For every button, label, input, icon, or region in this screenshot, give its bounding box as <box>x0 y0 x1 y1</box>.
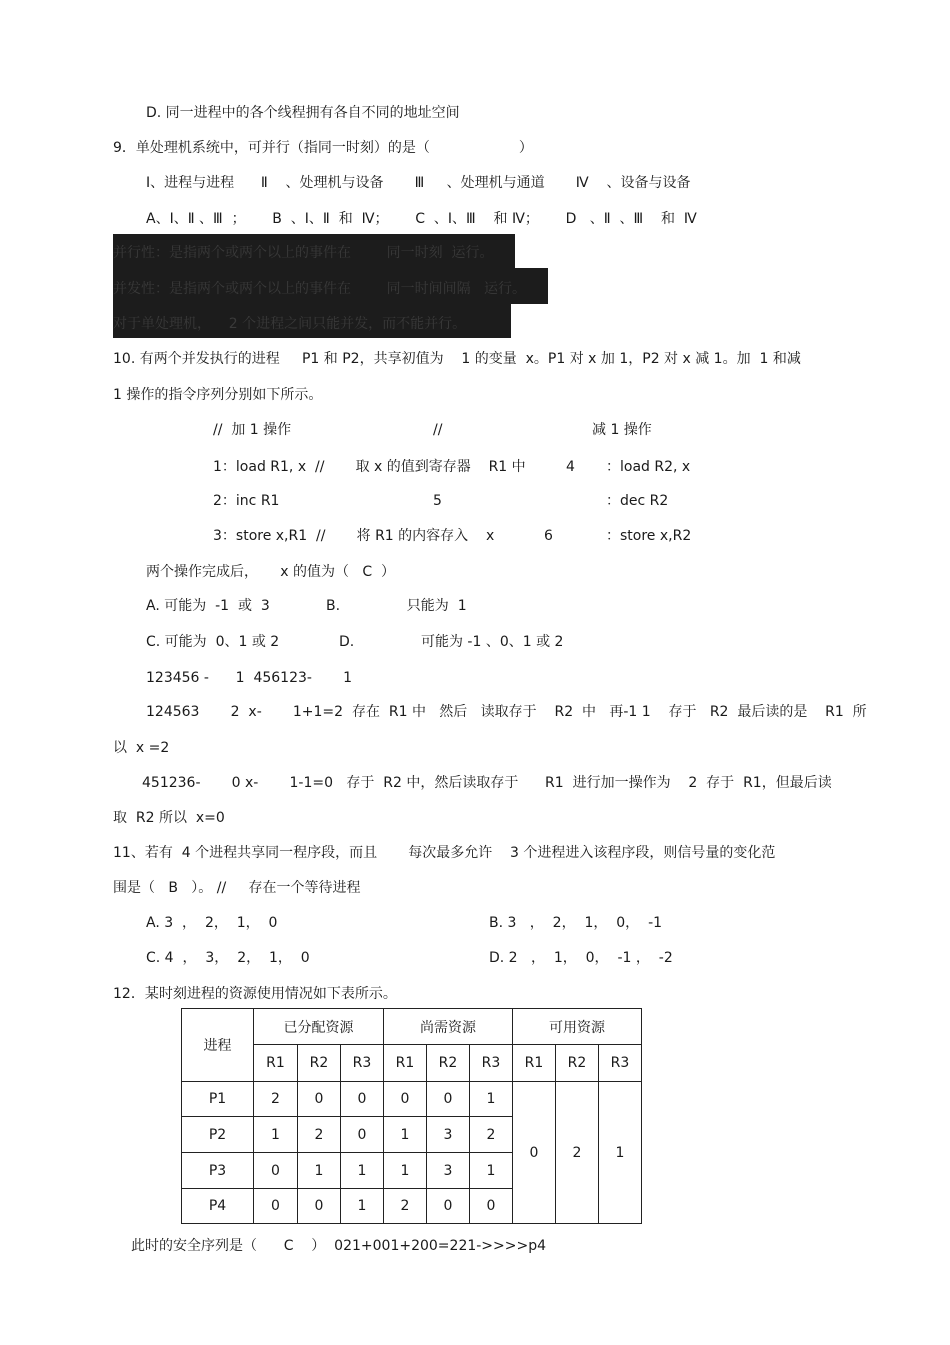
need-cell: 1 <box>384 1153 427 1189</box>
need-cell: 3 <box>427 1117 470 1153</box>
code-line-4: ：load R2, x <box>606 459 691 475</box>
allocated-cell: 2 <box>254 1082 298 1117</box>
allocated-cell: 0 <box>254 1153 298 1189</box>
need-cell: 2 <box>384 1189 427 1224</box>
q11-option-c: C. 4 ， 3， 2， 1， 0 <box>146 950 310 966</box>
q9-note-concurrent: 并发性：是指两个或两个以上的事件在 同一时间间隔 运行。 <box>113 281 526 297</box>
q12-stem: 12．某时刻进程的资源使用情况如下表所示。 <box>113 986 397 1002</box>
allocated-cell: 0 <box>298 1082 341 1117</box>
allocated-cell: 1 <box>341 1153 384 1189</box>
q10-option-a: A. 可能为 -1 或 3 <box>146 598 270 614</box>
header-process: 进程 <box>182 1009 254 1082</box>
allocated-cell: 0 <box>341 1117 384 1153</box>
header-allocated: 已分配资源 <box>254 1009 384 1045</box>
code-line-5-num: 5 <box>433 493 442 509</box>
allocated-cell: 0 <box>254 1189 298 1224</box>
subheader-r3: R3 <box>599 1045 642 1082</box>
available-cell: 2 <box>556 1082 599 1224</box>
q11-stem-line1: 11、若有 4 个进程共享同一程序段，而且 每次最多允许 3 个进程进入该程序段，则信号量的变化范 <box>113 845 776 861</box>
subheader-r2: R2 <box>298 1045 341 1082</box>
code-header-right: 减 1 操作 <box>592 422 652 438</box>
q11-option-a: A. 3 ， 2， 1， 0 <box>146 915 278 931</box>
process-cell: P4 <box>182 1189 254 1224</box>
q8-option-d: D. 同一进程中的各个线程拥有各自不同的地址空间 <box>146 105 460 121</box>
q12-answer: 此时的安全序列是（ C ） 021+001+200=221->>>>p4 <box>131 1238 547 1254</box>
need-cell: 1 <box>384 1117 427 1153</box>
subheader-r3: R3 <box>470 1045 513 1082</box>
code-header-left: // 加 1 操作 <box>213 422 292 438</box>
code-line-2: 2：inc R1 <box>213 493 280 509</box>
allocated-cell: 0 <box>341 1082 384 1117</box>
code-line-4-num: 4 <box>566 459 575 475</box>
available-cell: 0 <box>513 1082 556 1224</box>
q10-explanation-3: 451236- 0 x- 1-1=0 存于 R2 中，然后读取存于 R1 进行加一操作为 2 存于 R1，但最后读 <box>142 775 832 791</box>
need-cell: 0 <box>427 1189 470 1224</box>
q10-option-c: C. 可能为 0、1 或 2 <box>146 634 280 650</box>
q11-option-b: B. 3 ， 2， 1， 0， -1 <box>489 915 663 931</box>
subheader-r2: R2 <box>427 1045 470 1082</box>
q9-note-single-processor: 对于单处理机， 2 个进程之间只能并发，而不能并行。 <box>113 316 467 332</box>
code-line-6: ：store x,R2 <box>606 528 692 544</box>
need-cell: 0 <box>470 1189 513 1224</box>
process-cell: P3 <box>182 1153 254 1189</box>
subheader-r2: R2 <box>556 1045 599 1082</box>
q10-question: 两个操作完成后， x 的值为（ C ） <box>146 564 396 580</box>
need-cell: 0 <box>427 1082 470 1117</box>
need-cell: 1 <box>470 1153 513 1189</box>
q9-note-parallel: 并行性：是指两个或两个以上的事件在 同一时刻 运行。 <box>113 245 494 261</box>
q10-explanation-2-cont: 以 x =2 <box>113 740 170 756</box>
code-header-mid: // <box>433 422 443 438</box>
q9-stem: 9．单处理机系统中，可并行（指同一时刻）的是（ ） <box>113 140 533 156</box>
q11-stem-line2: 围是（ B ）。 // 存在一个等待进程 <box>113 880 361 896</box>
process-cell: P1 <box>182 1082 254 1117</box>
q10-option-d: D. 可能为 -1 、0、1 或 2 <box>339 634 564 650</box>
subheader-r1: R1 <box>254 1045 298 1082</box>
subheader-r3: R3 <box>341 1045 384 1082</box>
allocated-cell: 1 <box>341 1189 384 1224</box>
q10-stem-line1: 10. 有两个并发执行的进程 P1 和 P2，共享初值为 1 的变量 x。P1 对 x 加 1，P2 对 x 减 1。加 1 和减 <box>113 351 801 367</box>
allocated-cell: 2 <box>298 1117 341 1153</box>
subheader-r1: R1 <box>384 1045 427 1082</box>
q10-stem-line2: 1 操作的指令序列分别如下所示。 <box>113 387 323 403</box>
q10-explanation-1: 123456 - 1 456123- 1 <box>146 670 353 686</box>
header-available: 可用资源 <box>513 1009 642 1045</box>
q11-option-d: D. 2 ， 1， 0， -1 ， -2 <box>489 950 673 966</box>
q9-options: A、Ⅰ、Ⅱ 、Ⅲ ； B 、Ⅰ、Ⅱ 和 Ⅳ； C 、Ⅰ、Ⅲ 和 Ⅳ； D 、Ⅱ 、Ⅲ 和 Ⅳ <box>146 211 697 227</box>
q10-explanation-2: 124563 2 x- 1+1=2 存在 R1 中 然后 读取存于 R2 中 再-1 1 存于 R2 最后读的是 R1 所 <box>146 704 867 720</box>
code-line-3: 3：store x,R1 // 将 R1 的内容存入 x <box>213 528 495 544</box>
code-line-5: ：dec R2 <box>606 493 669 509</box>
code-line-1: 1：load R1, x // 取 x 的值到寄存器 R1 中 <box>213 459 526 475</box>
q10-option-b: B. 只能为 1 <box>326 598 467 614</box>
need-cell: 2 <box>470 1117 513 1153</box>
subheader-r1: R1 <box>513 1045 556 1082</box>
code-line-6-num: 6 <box>544 528 553 544</box>
allocated-cell: 0 <box>298 1189 341 1224</box>
available-cell: 1 <box>599 1082 642 1224</box>
allocated-cell: 1 <box>254 1117 298 1153</box>
need-cell: 0 <box>384 1082 427 1117</box>
q10-explanation-3-cont: 取 R2 所以 x=0 <box>113 810 225 826</box>
process-cell: P2 <box>182 1117 254 1153</box>
allocated-cell: 1 <box>298 1153 341 1189</box>
need-cell: 3 <box>427 1153 470 1189</box>
table-row <box>182 1082 642 1117</box>
header-need: 尚需资源 <box>384 1009 513 1045</box>
resource-table <box>181 1008 642 1224</box>
q9-items: Ⅰ、进程与进程 Ⅱ 、处理机与设备 Ⅲ 、处理机与通道 Ⅳ 、设备与设备 <box>146 175 691 191</box>
need-cell: 1 <box>470 1082 513 1117</box>
